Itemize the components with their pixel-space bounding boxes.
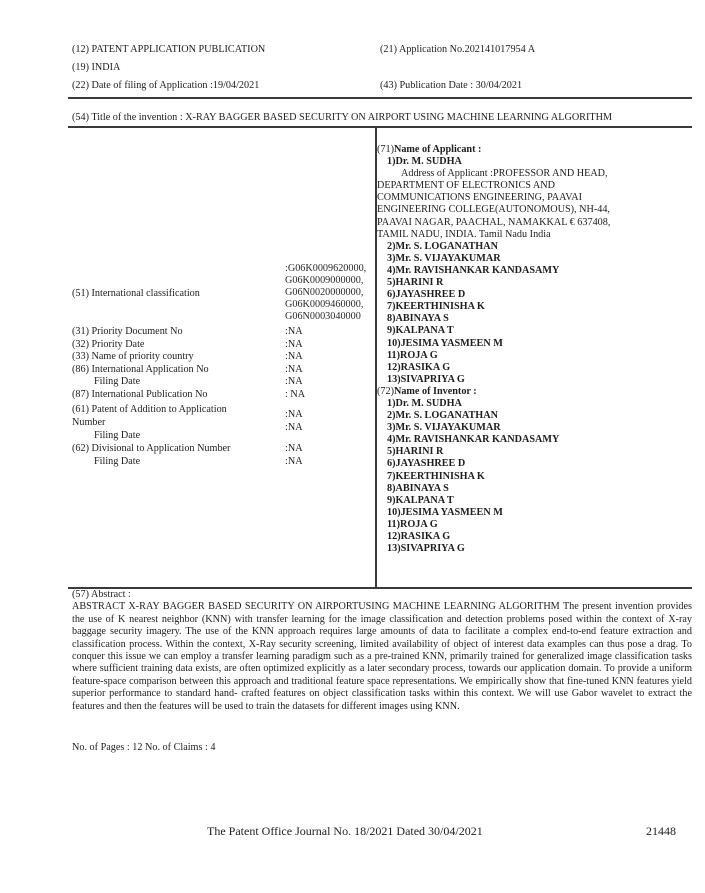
field-label: (62) Divisional to Application Number <box>72 443 231 454</box>
applicant-code: (71) <box>377 144 394 155</box>
field-label: (87) International Publication No <box>72 389 208 400</box>
inventor-name: 12)RASIKA G <box>387 531 451 542</box>
field-value: :NA <box>285 364 303 375</box>
inventor-name: 9)KALPANA T <box>387 494 454 506</box>
field-value: :NA <box>285 376 303 387</box>
field-value: : NA <box>285 389 306 400</box>
field-value: :NA <box>285 422 303 433</box>
page-number: 21448 <box>646 824 676 838</box>
field-value: :NA <box>285 409 303 420</box>
title-divider <box>68 126 692 128</box>
applicant-heading-label: Name of Applicant : <box>393 144 482 155</box>
field-label: Number <box>72 417 106 428</box>
applicant-name: 11)ROJA G <box>387 349 438 361</box>
inventor-heading-label: Name of Inventor : <box>393 385 477 397</box>
classification-code: G06N0020000000, <box>285 287 364 299</box>
applicant-address-line: COMMUNICATIONS ENGINEERING, PAAVAI <box>377 192 582 204</box>
applicant-name: 3)Mr. S. VIJAYAKUMAR <box>387 252 501 264</box>
field-value: :NA <box>285 326 303 337</box>
applicant-name: 8)ABINAYA S <box>387 313 449 325</box>
field-value: :NA <box>285 443 303 454</box>
applicant-name: 13)SIVAPRIYA G <box>387 373 465 385</box>
inventor-heading <box>377 386 677 398</box>
country: (19) INDIA <box>72 62 121 73</box>
filing-date: (22) Date of filing of Application :19/04/2021 <box>72 80 260 91</box>
classification-code: G06N0003040000 <box>285 311 361 323</box>
journal-footer: The Patent Office Journal No. 18/2021 Dated 30/04/2021 <box>207 824 483 838</box>
classification-code: G06K0009460000, <box>285 299 364 311</box>
inventor-name: 13)SIVAPRIYA G <box>387 543 465 555</box>
applicant-name: 4)Mr. RAVISHANKAR KANDASAMY <box>387 264 560 276</box>
abstract-label: (57) Abstract : <box>72 589 131 600</box>
field-label: Filing Date <box>94 430 141 441</box>
applicant-address-line: DEPARTMENT OF ELECTRONICS AND <box>377 180 555 192</box>
applicant-name: 12)RASIKA G <box>387 361 451 373</box>
inventor-name: 11)ROJA G <box>387 518 438 530</box>
inventor-name: 1)Dr. M. SUDHA <box>387 397 462 409</box>
field-label: Filing Date <box>94 376 141 387</box>
applicant-name: 2)Mr. S. LOGANATHAN <box>387 240 498 252</box>
field-label: Filing Date <box>94 456 141 467</box>
applicant-name: 7)KEERTHINISHA K <box>387 301 485 313</box>
classification-code: :G06K0009620000, <box>285 263 367 274</box>
applicant-inventor-column <box>377 144 677 555</box>
inventor-name: 2)Mr. S. LOGANATHAN <box>387 410 498 422</box>
inventor-name: 3)Mr. S. VIJAYAKUMAR <box>387 422 501 434</box>
inventor-name: 8)ABINAYA S <box>387 482 449 494</box>
applicant-address-line: Address of Applicant :PROFESSOR AND HEAD, <box>401 168 608 180</box>
field-value: :NA <box>285 456 303 467</box>
applicant-address-line: PAAVAI NAGAR, PAACHAL, NAMAKKAL € 637408, <box>377 216 611 228</box>
inventor-name: 6)JAYASHREE D <box>387 458 466 470</box>
pages-claims: No. of Pages : 12 No. of Claims : 4 <box>72 742 216 753</box>
header-divider <box>68 97 692 99</box>
applicant-address-line: ENGINEERING COLLEGE(AUTONOMOUS), NH-44, <box>377 204 610 216</box>
applicant-name: 9)KALPANA T <box>387 325 454 337</box>
classification-label: (51) International classification <box>72 288 200 299</box>
field-label: (33) Name of priority country <box>72 351 194 362</box>
field-value: :NA <box>285 351 303 362</box>
applicant-name: 6)JAYASHREE D <box>387 289 466 301</box>
inventor-name: 5)HARINI R <box>387 446 444 458</box>
classification-codes <box>285 263 366 323</box>
field-label: (61) Patent of Addition to Application <box>72 404 227 415</box>
abstract-section <box>72 589 692 713</box>
invention-title: (54) Title of the invention : X-RAY BAGGER BASED SECURITY ON AIRPORT USING MACHINE LEARNING ALGORITHM <box>72 112 612 123</box>
inventor-name: 4)Mr. RAVISHANKAR KANDASAMY <box>387 434 560 446</box>
field-value: :NA <box>285 339 303 350</box>
field-label: (86) International Application No <box>72 364 209 375</box>
applicant-name: 10)JESIMA YASMEEN M <box>387 337 503 349</box>
abstract-text: ABSTRACT X-RAY BAGGER BASED SECURITY ON AIRPORTUSING MACHINE LEARNING ALGORITHM The present invention provides the use of K nearest neighbor (KNN) with transfer learning for the image classification and detection problems posed within the context of X-ray baggage security imagery. The use of the KNN approach requires large amounts of data to facilitate a complex end-to-end feature extraction and classification process. Within the context, X-Ray security screening, limited availability of object of interest data examples can thus pose a drag. To conquer this issue we can employ a transfer learning paradigm such as a pre-trained KNN, primarily trained for generalized image classification tasks where sufficient training data exists, are often optimized explicitly as a later secondary process, towards our application domain. To provide a uniform feature-space comparison between this approach and traditional feature space representations. We empirically show that fine-tuned KNN features yield superior performance to standard hand- crafted features on object classification tasks within this context. We will use Gabor wavelet to extract the features and then the features will be used to train the datasets for different images using KNN. <box>72 601 692 712</box>
publication-type: (12) PATENT APPLICATION PUBLICATION <box>72 44 266 55</box>
application-number: (21) Application No.202141017954 A <box>380 44 536 55</box>
inventor-code: (72) <box>377 385 394 397</box>
field-label: (31) Priority Document No <box>72 326 183 337</box>
inventor-name: 7)KEERTHINISHA K <box>387 470 485 482</box>
applicant-name: 5)HARINI R <box>387 277 444 289</box>
applicant-name: 1)Dr. M. SUDHA <box>387 156 462 168</box>
inventor-name: 10)JESIMA YASMEEN M <box>387 506 503 518</box>
applicant-address-line: TAMIL NADU, INDIA. Tamil Nadu India <box>377 228 551 240</box>
applicant-heading <box>377 144 677 156</box>
field-label: (32) Priority Date <box>72 339 145 350</box>
classification-code: G06K0009000000, <box>285 275 364 287</box>
publication-date: (43) Publication Date : 30/04/2021 <box>380 80 523 91</box>
